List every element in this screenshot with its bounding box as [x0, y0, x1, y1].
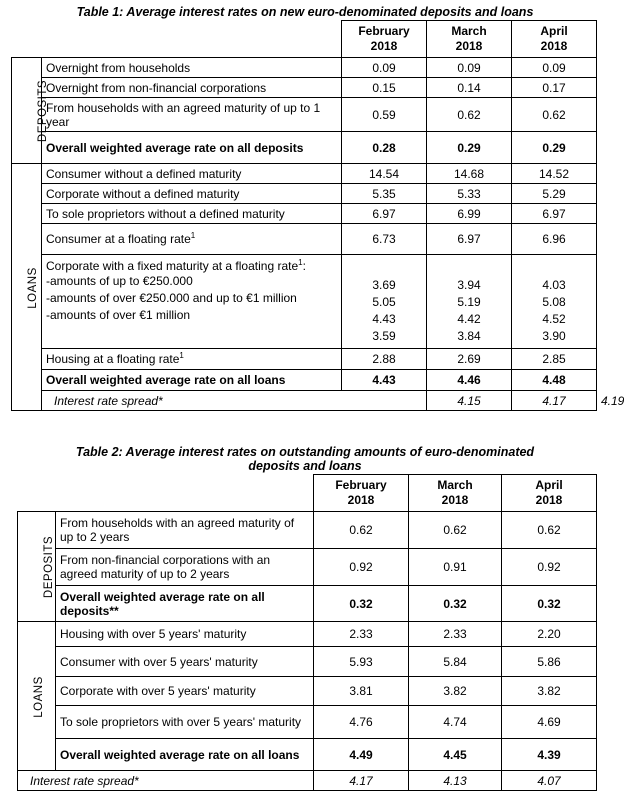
table2-header-row	[18, 475, 597, 512]
table-row: From non-financial corporations with an agreed maturity of up to 2 years 0.92 0.91 0.92	[18, 549, 597, 586]
table-row: Overnight from non-financial corporations 0.15 0.14 0.17	[12, 78, 597, 98]
table-row: LOANS Consumer without a defined maturity 14.54 14.68 14.52	[12, 164, 597, 184]
table1-caption: Table 1: Average interest rates on new euro-denominated deposits and loans	[76, 5, 534, 19]
loans-section-label: LOANS	[18, 622, 56, 771]
table-row: Corporate without a defined maturity 5.35 5.33 5.29	[12, 184, 597, 204]
col-header-april: April 2018	[512, 21, 597, 58]
loans-total-row: Overall weighted average rate on all loans 4.49 4.45 4.39	[18, 739, 597, 771]
table-row: DEPOSITS Overnight from households 0.09 0.09 0.09	[12, 58, 597, 78]
table-row: Corporate with a fixed maturity at a floating rate$^1$: -amounts of up to €250.000 -amounts of over €250.000 and up to €1 million -amounts of over €1 million 3.69 5.05 4.43 3.59 3.94 5.19 4.42 3.84 4.03 5.08 4.52 3.90	[12, 255, 597, 349]
spread-row: Interest rate spread* 4.15 4.17 4.19	[12, 391, 597, 411]
col-header-march: March 2018	[427, 21, 512, 58]
loans-total-row: Overall weighted average rate on all loans 4.43 4.46 4.48	[12, 370, 597, 391]
table2	[17, 474, 597, 791]
loans-section-label: LOANS	[12, 164, 42, 411]
table-row: Consumer at a floating rate$^1$ 6.73 6.97 6.96	[12, 224, 597, 255]
table-row: Housing at a floating rate$^1$ 2.88 2.69 2.85	[12, 349, 597, 370]
table-row: LOANS Housing with over 5 years' maturity 2.33 2.33 2.20	[18, 622, 597, 647]
table-row: To sole proprietors with over 5 years' maturity 4.76 4.74 4.69	[18, 706, 597, 739]
table1	[11, 20, 624, 411]
col-header-march: March 2018	[409, 475, 502, 512]
deposits-section-label: DEPOSITS	[12, 58, 42, 164]
table-row: From households with an agreed maturity of up to 1 year 0.59 0.62 0.62	[12, 98, 597, 132]
spread-row: Interest rate spread* 4.17 4.13 4.07	[18, 771, 597, 791]
col-header-february: February 2018	[342, 21, 427, 58]
deposits-total-row: Overall weighted average rate on all deposits** 0.32 0.32 0.32	[18, 586, 597, 622]
col-header-april: April 2018	[502, 475, 597, 512]
table1-header-row	[12, 21, 597, 58]
table2-caption: Table 2: Average interest rates on outstanding amounts of euro-denominated deposits and loans	[75, 445, 535, 473]
table-row: To sole proprietors without a defined maturity 6.97 6.99 6.97	[12, 204, 597, 224]
col-header-february: February 2018	[314, 475, 409, 512]
corporate-fixed-cell: Corporate with a fixed maturity at a floating rate$^1$: -amounts of up to €250.000 -amounts of over €250.000 and up to €1 million -amounts of over €1 million	[42, 255, 342, 349]
deposits-total-row: Overall weighted average rate on all deposits 0.28 0.29 0.29	[12, 132, 597, 164]
table-row: Corporate with over 5 years' maturity 3.81 3.82 3.82	[18, 677, 597, 706]
table-row: DEPOSITS From households with an agreed maturity of up to 2 years 0.62 0.62 0.62	[18, 512, 597, 549]
deposits-section-label: DEPOSITS	[18, 512, 56, 622]
table-row: Consumer with over 5 years' maturity 5.93 5.84 5.86	[18, 647, 597, 677]
